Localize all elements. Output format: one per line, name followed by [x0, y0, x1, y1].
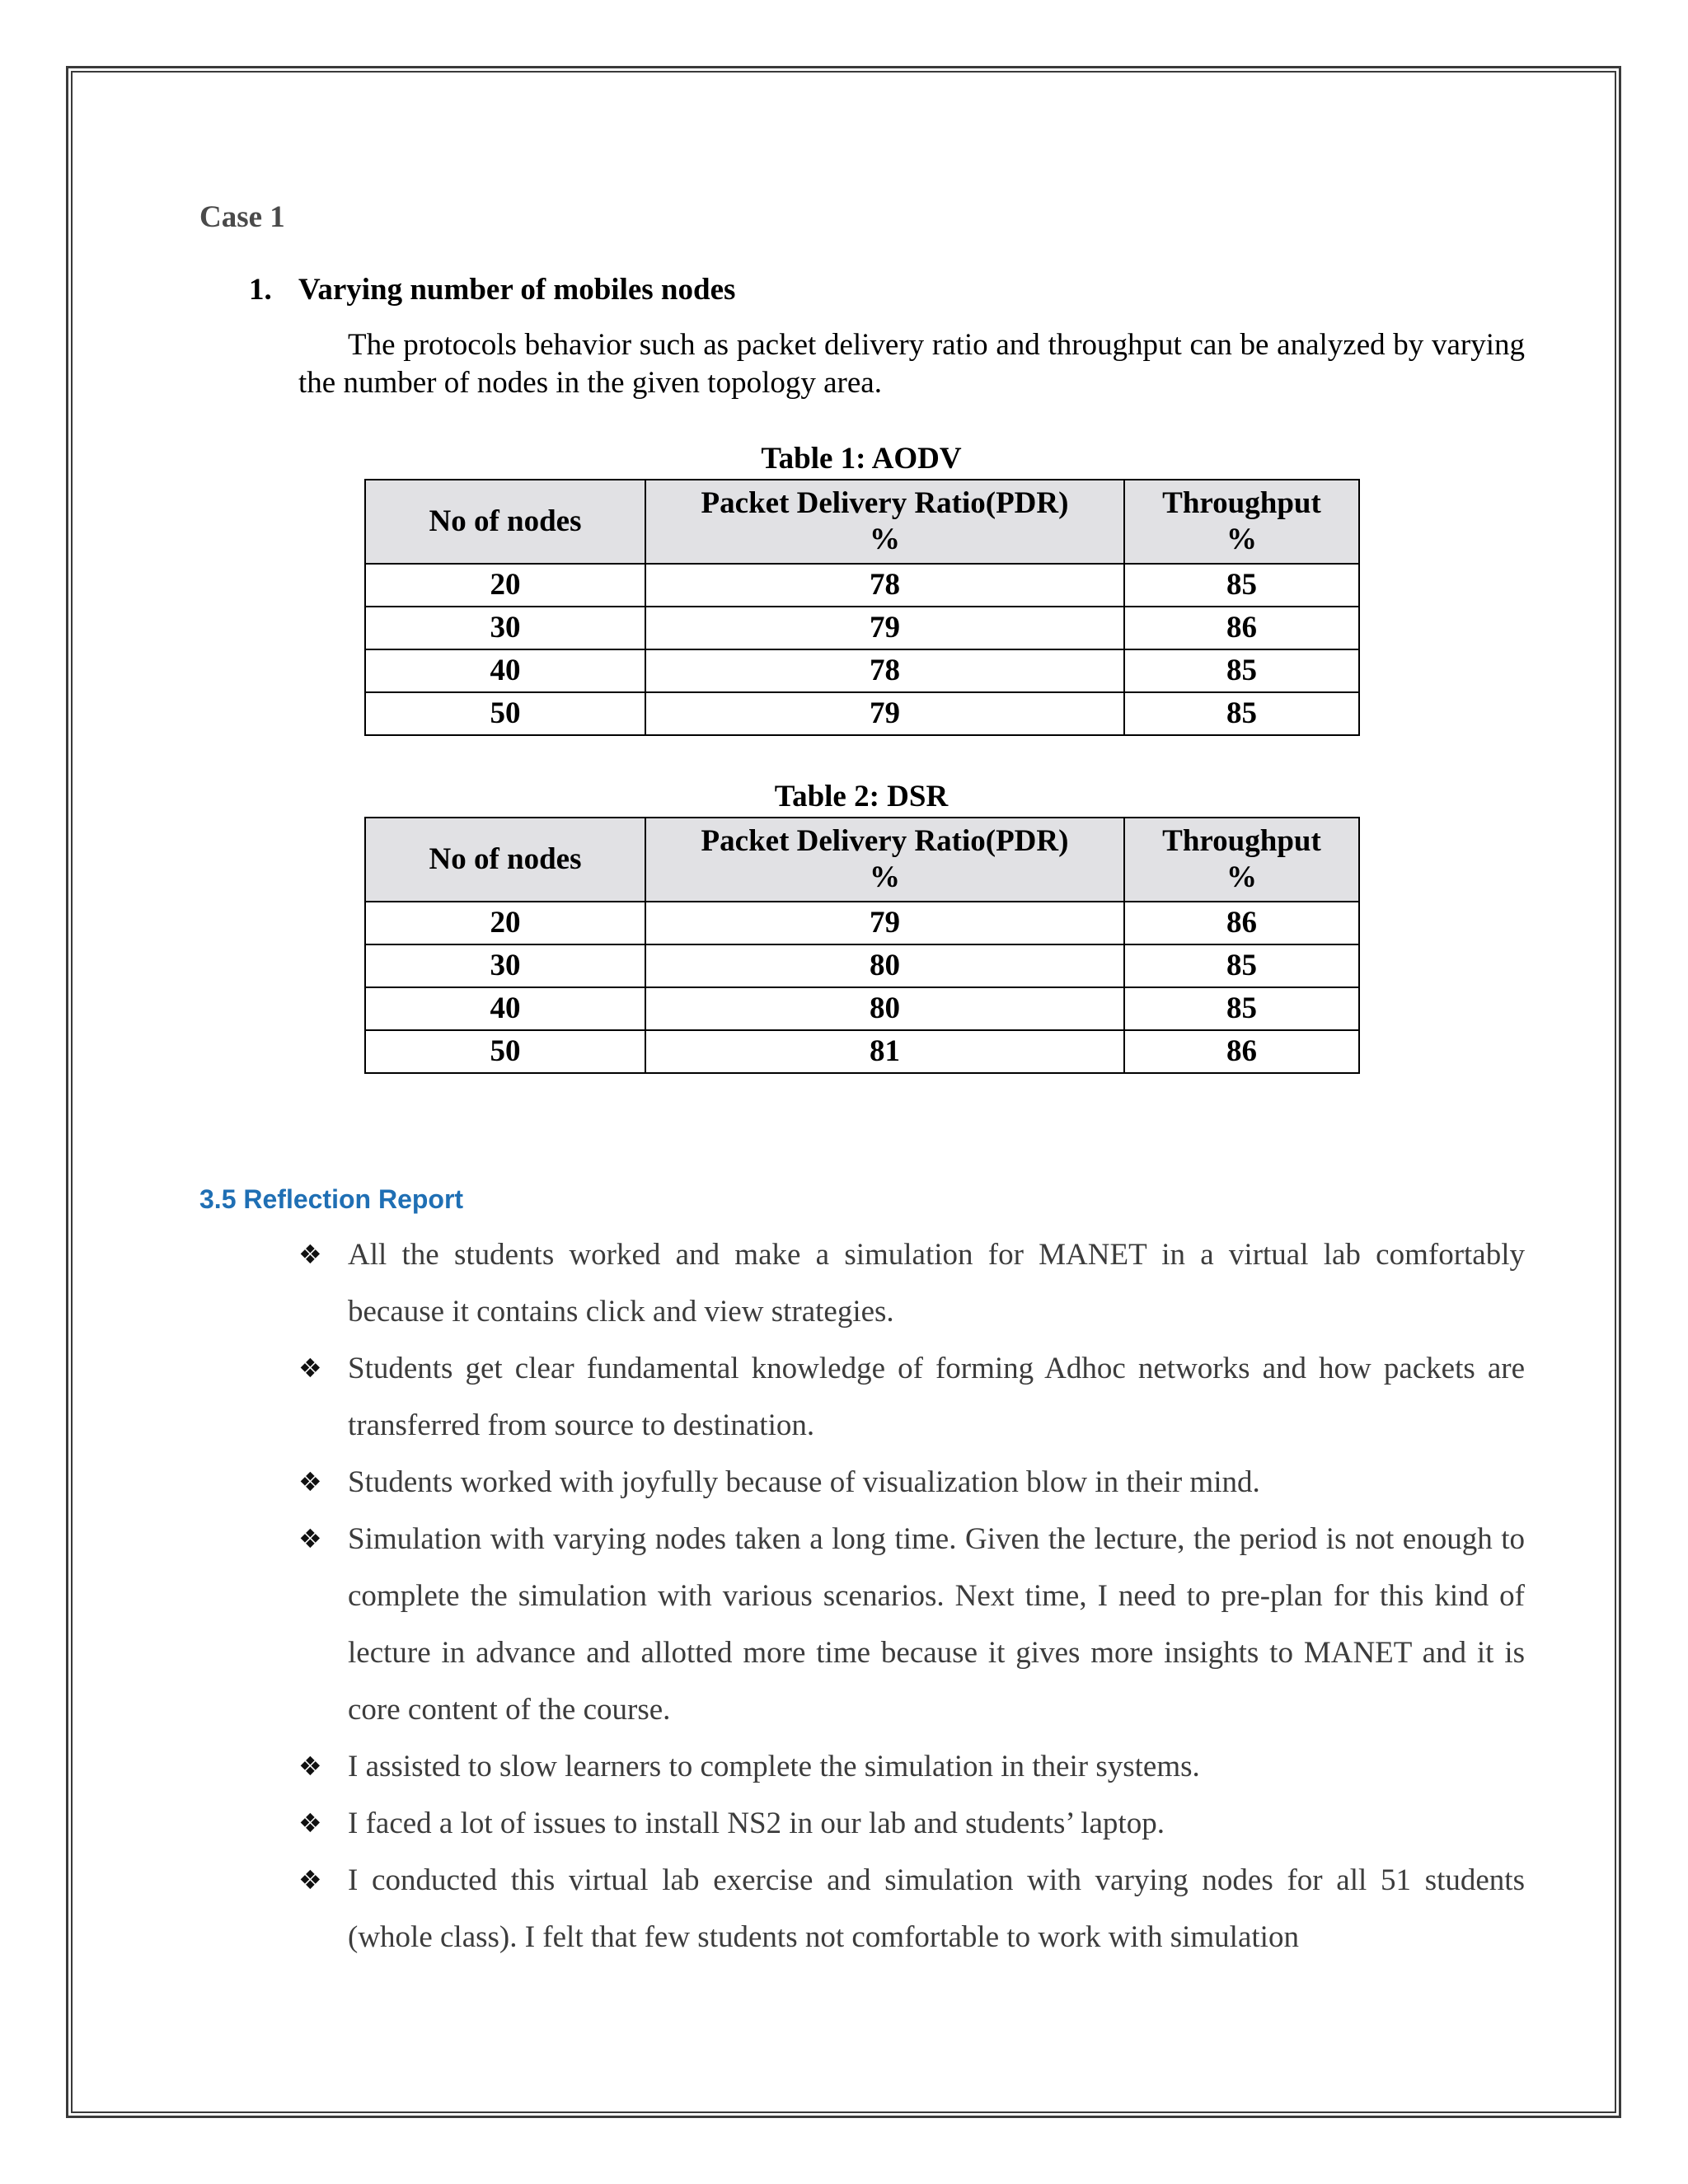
- header-pdr-line2: %: [870, 523, 900, 556]
- header-pdr-line1: Packet Delivery Ratio(PDR): [701, 824, 1069, 858]
- header-pdr: [645, 818, 1124, 902]
- diamond-bullet-icon: ❖: [298, 1750, 322, 1782]
- cell-pdr: 79: [645, 692, 1124, 735]
- cell-throughput: 85: [1124, 692, 1359, 735]
- cell-nodes: 30: [365, 944, 645, 987]
- cell-pdr: 78: [645, 564, 1124, 607]
- header-throughput: [1124, 480, 1359, 564]
- table-row: [365, 692, 1359, 735]
- cell-throughput: 85: [1124, 944, 1359, 987]
- diamond-bullet-icon: ❖: [298, 1523, 322, 1554]
- section-number: 1.: [249, 273, 272, 307]
- list-item-text: All the students worked and make a simulation for MANET in a virtual lab comfortably because it contains click and view strategies.: [348, 1238, 1525, 1329]
- diamond-bullet-icon: ❖: [298, 1864, 322, 1896]
- list-item: [298, 1511, 1525, 1738]
- table-row: [365, 1030, 1359, 1073]
- table-row: [365, 607, 1359, 649]
- cell-throughput: 85: [1124, 649, 1359, 692]
- diamond-bullet-icon: ❖: [298, 1466, 322, 1497]
- table-1-caption: Table 1: AODV: [761, 442, 962, 476]
- reflection-heading: 3.5 Reflection Report: [199, 1184, 464, 1214]
- list-item-text: Students get clear fundamental knowledge of forming Adhoc networks and how packets are transferred from source to destination.: [348, 1352, 1525, 1442]
- cell-pdr: 78: [645, 649, 1124, 692]
- cell-pdr: 79: [645, 607, 1124, 649]
- header-nodes: No of nodes: [365, 480, 645, 564]
- table-row: [365, 944, 1359, 987]
- table-row: [365, 564, 1359, 607]
- section-heading-text: Varying number of mobiles nodes: [298, 273, 736, 307]
- header-pdr: [645, 480, 1124, 564]
- cell-throughput: 85: [1124, 564, 1359, 607]
- table-row: [365, 987, 1359, 1030]
- header-throughput-line1: Throughput: [1162, 824, 1321, 858]
- list-item-text: I assisted to slow learners to complete the simulation in their systems.: [348, 1750, 1200, 1783]
- cell-throughput: 86: [1124, 607, 1359, 649]
- table-2-caption: Table 2: DSR: [774, 780, 949, 813]
- table-dsr: [364, 817, 1360, 1074]
- cell-throughput: 86: [1124, 1030, 1359, 1073]
- list-item: [298, 1738, 1525, 1795]
- table-row: [365, 649, 1359, 692]
- list-item-text: Simulation with varying nodes taken a long time. Given the lecture, the period is not enough to complete the simulation with various scenarios. Next time, I need to pre-plan for this kind of lecture in advance and allotted more time because it gives more insights to MANET and it is core content of the course.: [348, 1522, 1525, 1727]
- case-title: Case 1: [199, 200, 285, 234]
- cell-nodes: 20: [365, 902, 645, 944]
- cell-nodes: 20: [365, 564, 645, 607]
- list-item: [298, 1226, 1525, 1340]
- table-row: [365, 902, 1359, 944]
- cell-pdr: 80: [645, 987, 1124, 1030]
- reflection-list: [298, 1226, 1525, 1966]
- cell-throughput: 86: [1124, 902, 1359, 944]
- header-pdr-line2: %: [870, 860, 900, 894]
- header-throughput-line1: Throughput: [1162, 486, 1321, 520]
- list-item: [298, 1340, 1525, 1454]
- section-heading: [249, 272, 735, 307]
- header-throughput-line2: %: [1226, 523, 1257, 556]
- cell-pdr: 80: [645, 944, 1124, 987]
- table-aodv: [364, 479, 1360, 736]
- cell-throughput: 85: [1124, 987, 1359, 1030]
- list-item-text: Students worked with joyfully because of visualization blow in their mind.: [348, 1465, 1260, 1499]
- list-item: [298, 1795, 1525, 1852]
- diamond-bullet-icon: ❖: [298, 1352, 322, 1384]
- table-header-row: [365, 480, 1359, 564]
- cell-pdr: 81: [645, 1030, 1124, 1073]
- header-nodes: No of nodes: [365, 818, 645, 902]
- header-throughput-line2: %: [1226, 860, 1257, 894]
- list-item: [298, 1852, 1525, 1966]
- list-item-text: I faced a lot of issues to install NS2 in our lab and students’ laptop.: [348, 1807, 1165, 1840]
- table-header-row: [365, 818, 1359, 902]
- intro-paragraph: The protocols behavior such as packet delivery ratio and throughput can be analyzed by varying the number of nodes in the given topology area.: [298, 328, 1525, 400]
- header-throughput: [1124, 818, 1359, 902]
- diamond-bullet-icon: ❖: [298, 1239, 322, 1270]
- list-item-text: I conducted this virtual lab exercise and simulation with varying nodes for all 51 students (whole class). I felt that few students not comfortable to work with simulation: [348, 1863, 1525, 1954]
- cell-nodes: 30: [365, 607, 645, 649]
- diamond-bullet-icon: ❖: [298, 1807, 322, 1839]
- header-pdr-line1: Packet Delivery Ratio(PDR): [701, 486, 1069, 520]
- cell-nodes: 40: [365, 987, 645, 1030]
- cell-nodes: 50: [365, 1030, 645, 1073]
- cell-nodes: 50: [365, 692, 645, 735]
- list-item: [298, 1454, 1525, 1511]
- cell-nodes: 40: [365, 649, 645, 692]
- cell-pdr: 79: [645, 902, 1124, 944]
